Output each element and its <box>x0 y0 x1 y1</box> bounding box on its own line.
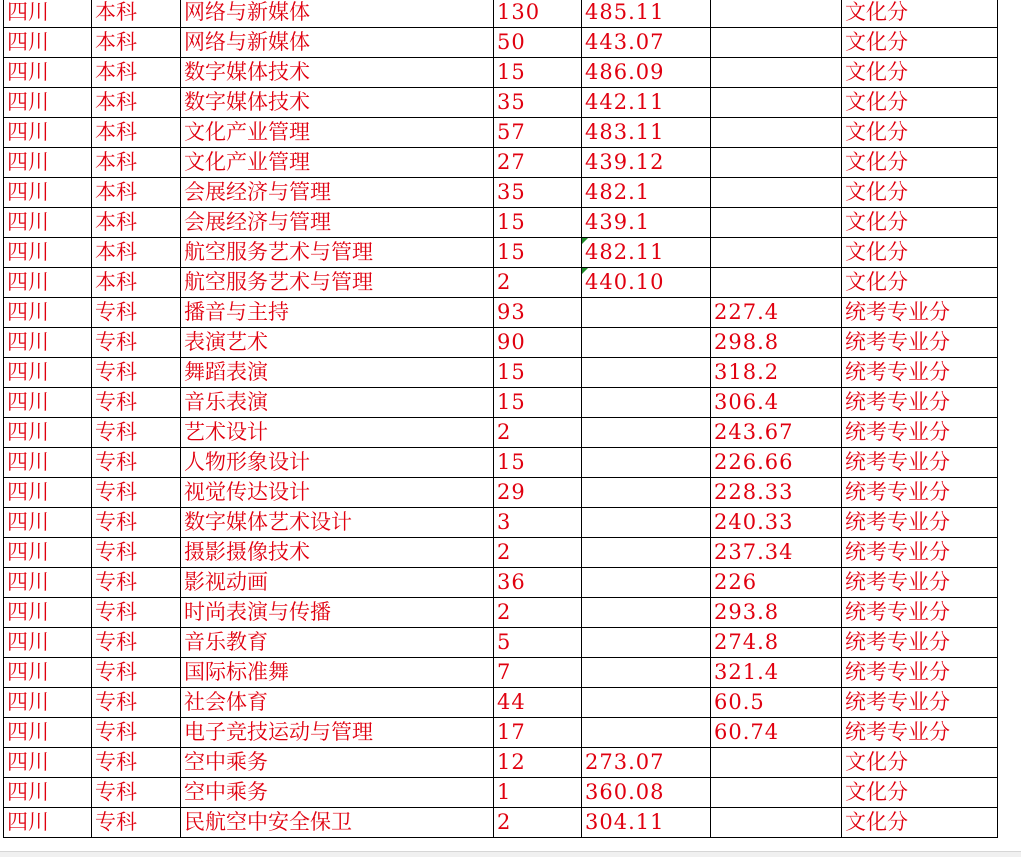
culture-score-cell[interactable] <box>582 508 711 538</box>
major-cell[interactable]: 视觉传达设计 <box>181 478 494 508</box>
culture-score-cell[interactable]: 485.11 <box>582 0 711 28</box>
major-cell[interactable]: 音乐教育 <box>181 628 494 658</box>
score-type-cell[interactable]: 统考专业分 <box>842 328 998 358</box>
major-score-cell[interactable]: 321.4 <box>711 658 842 688</box>
province-cell[interactable]: 四川 <box>4 688 92 718</box>
table-row <box>4 238 998 268</box>
major-score-cell[interactable] <box>711 148 842 178</box>
province-cell[interactable]: 四川 <box>4 718 92 748</box>
score-type-cell[interactable]: 文化分 <box>842 748 998 778</box>
culture-score-cell[interactable] <box>582 658 711 688</box>
level-cell[interactable]: 专科 <box>92 298 181 328</box>
major-cell[interactable]: 摄影摄像技术 <box>181 538 494 568</box>
level-cell[interactable]: 专科 <box>92 808 181 838</box>
level-cell[interactable]: 本科 <box>92 28 181 58</box>
quota-cell[interactable]: 15 <box>494 58 582 88</box>
culture-score-cell[interactable]: 304.11 <box>582 808 711 838</box>
level-cell[interactable]: 本科 <box>92 178 181 208</box>
quota-cell[interactable]: 2 <box>494 538 582 568</box>
quota-cell[interactable]: 15 <box>494 448 582 478</box>
major-cell[interactable]: 社会体育 <box>181 688 494 718</box>
table-row <box>4 178 998 208</box>
score-type-cell[interactable]: 统考专业分 <box>842 658 998 688</box>
level-cell[interactable]: 专科 <box>92 538 181 568</box>
culture-score-cell[interactable] <box>582 448 711 478</box>
culture-score-cell[interactable]: 486.09 <box>582 58 711 88</box>
major-cell[interactable]: 舞蹈表演 <box>181 358 494 388</box>
score-type-cell[interactable]: 统考专业分 <box>842 418 998 448</box>
score-type-cell[interactable]: 文化分 <box>842 208 998 238</box>
quota-cell[interactable]: 7 <box>494 658 582 688</box>
quota-cell[interactable]: 17 <box>494 718 582 748</box>
major-cell[interactable]: 民航空中安全保卫 <box>181 808 494 838</box>
level-cell[interactable]: 专科 <box>92 568 181 598</box>
province-cell[interactable]: 四川 <box>4 598 92 628</box>
major-score-cell[interactable] <box>711 268 842 298</box>
level-cell[interactable]: 专科 <box>92 628 181 658</box>
admission-table <box>3 0 998 838</box>
quota-cell[interactable]: 15 <box>494 388 582 418</box>
major-score-cell[interactable] <box>711 28 842 58</box>
province-cell[interactable]: 四川 <box>4 298 92 328</box>
major-cell[interactable]: 网络与新媒体 <box>181 28 494 58</box>
culture-score-cell[interactable] <box>582 418 711 448</box>
major-score-cell[interactable]: 226 <box>711 568 842 598</box>
score-type-cell[interactable]: 统考专业分 <box>842 598 998 628</box>
major-score-cell[interactable]: 274.8 <box>711 628 842 658</box>
level-cell[interactable]: 专科 <box>92 448 181 478</box>
level-cell[interactable]: 专科 <box>92 328 181 358</box>
table-row <box>4 0 998 28</box>
major-cell[interactable]: 数字媒体技术 <box>181 88 494 118</box>
culture-score-cell[interactable] <box>582 598 711 628</box>
culture-score-cell[interactable] <box>582 388 711 418</box>
table-row <box>4 748 998 778</box>
quota-cell[interactable]: 3 <box>494 508 582 538</box>
province-cell[interactable]: 四川 <box>4 628 92 658</box>
score-type-cell[interactable]: 文化分 <box>842 238 998 268</box>
culture-score-cell[interactable] <box>582 628 711 658</box>
major-score-cell[interactable]: 237.34 <box>711 538 842 568</box>
level-cell[interactable]: 专科 <box>92 688 181 718</box>
score-type-cell[interactable]: 文化分 <box>842 778 998 808</box>
province-cell[interactable]: 四川 <box>4 268 92 298</box>
score-type-cell[interactable]: 统考专业分 <box>842 718 998 748</box>
quota-cell[interactable]: 2 <box>494 598 582 628</box>
level-cell[interactable]: 专科 <box>92 778 181 808</box>
province-cell[interactable]: 四川 <box>4 0 92 28</box>
score-type-cell[interactable]: 统考专业分 <box>842 568 998 598</box>
quota-cell[interactable]: 27 <box>494 148 582 178</box>
culture-score-cell[interactable]: 273.07 <box>582 748 711 778</box>
culture-score-cell[interactable] <box>582 358 711 388</box>
table-row <box>4 448 998 478</box>
culture-score-cell[interactable]: 360.08 <box>582 778 711 808</box>
level-cell[interactable]: 本科 <box>92 208 181 238</box>
major-score-cell[interactable] <box>711 178 842 208</box>
quota-cell[interactable]: 5 <box>494 628 582 658</box>
table-row <box>4 598 998 628</box>
quota-cell[interactable]: 2 <box>494 268 582 298</box>
score-type-cell[interactable]: 统考专业分 <box>842 688 998 718</box>
major-score-cell[interactable]: 240.33 <box>711 508 842 538</box>
province-cell[interactable]: 四川 <box>4 358 92 388</box>
major-score-cell[interactable] <box>711 0 842 28</box>
table-row <box>4 268 998 298</box>
culture-score-cell[interactable]: 443.07 <box>582 28 711 58</box>
table-row <box>4 808 998 838</box>
major-score-cell[interactable] <box>711 208 842 238</box>
table-row <box>4 718 998 748</box>
quota-cell[interactable]: 93 <box>494 298 582 328</box>
culture-score-cell[interactable] <box>582 478 711 508</box>
province-cell[interactable]: 四川 <box>4 88 92 118</box>
table-row <box>4 388 998 418</box>
table-row <box>4 88 998 118</box>
province-cell[interactable]: 四川 <box>4 118 92 148</box>
major-cell[interactable]: 人物形象设计 <box>181 448 494 478</box>
table-row <box>4 688 998 718</box>
table-row <box>4 208 998 238</box>
level-cell[interactable]: 专科 <box>92 748 181 778</box>
quota-cell[interactable]: 50 <box>494 28 582 58</box>
score-type-cell[interactable]: 文化分 <box>842 28 998 58</box>
major-score-cell[interactable]: 60.74 <box>711 718 842 748</box>
score-type-cell[interactable]: 文化分 <box>842 178 998 208</box>
score-type-cell[interactable]: 统考专业分 <box>842 628 998 658</box>
table-row <box>4 538 998 568</box>
major-score-cell[interactable]: 228.33 <box>711 478 842 508</box>
major-score-cell[interactable] <box>711 88 842 118</box>
province-cell[interactable]: 四川 <box>4 538 92 568</box>
major-score-cell[interactable]: 243.67 <box>711 418 842 448</box>
province-cell[interactable]: 四川 <box>4 478 92 508</box>
province-cell[interactable]: 四川 <box>4 238 92 268</box>
score-type-cell[interactable]: 统考专业分 <box>842 508 998 538</box>
quota-cell[interactable]: 57 <box>494 118 582 148</box>
score-type-cell[interactable]: 文化分 <box>842 88 998 118</box>
major-score-cell[interactable]: 60.5 <box>711 688 842 718</box>
culture-score-cell[interactable] <box>582 538 711 568</box>
score-type-cell[interactable]: 统考专业分 <box>842 358 998 388</box>
quota-cell[interactable]: 15 <box>494 238 582 268</box>
province-cell[interactable]: 四川 <box>4 418 92 448</box>
major-score-cell[interactable] <box>711 118 842 148</box>
horizontal-scrollbar[interactable] <box>0 851 1021 857</box>
culture-score-cell[interactable]: 482.11 <box>582 238 711 268</box>
score-type-cell[interactable]: 统考专业分 <box>842 448 998 478</box>
score-type-cell[interactable]: 统考专业分 <box>842 478 998 508</box>
quota-cell[interactable]: 2 <box>494 418 582 448</box>
quota-cell[interactable]: 1 <box>494 778 582 808</box>
quota-cell[interactable]: 90 <box>494 328 582 358</box>
province-cell[interactable]: 四川 <box>4 178 92 208</box>
major-cell[interactable]: 空中乘务 <box>181 778 494 808</box>
major-cell[interactable]: 文化产业管理 <box>181 148 494 178</box>
culture-score-cell[interactable]: 482.1 <box>582 178 711 208</box>
table-row <box>4 298 998 328</box>
table-row <box>4 328 998 358</box>
major-cell[interactable]: 文化产业管理 <box>181 118 494 148</box>
major-score-cell[interactable]: 318.2 <box>711 358 842 388</box>
culture-score-cell[interactable]: 483.11 <box>582 118 711 148</box>
level-cell[interactable]: 本科 <box>92 88 181 118</box>
culture-score-cell[interactable] <box>582 718 711 748</box>
level-cell[interactable]: 专科 <box>92 658 181 688</box>
table-row <box>4 58 998 88</box>
province-cell[interactable]: 四川 <box>4 658 92 688</box>
score-type-cell[interactable]: 统考专业分 <box>842 538 998 568</box>
province-cell[interactable]: 四川 <box>4 568 92 598</box>
major-score-cell[interactable]: 226.66 <box>711 448 842 478</box>
major-cell[interactable]: 影视动画 <box>181 568 494 598</box>
culture-score-cell[interactable]: 440.10 <box>582 268 711 298</box>
table-row <box>4 568 998 598</box>
level-cell[interactable]: 专科 <box>92 508 181 538</box>
score-type-cell[interactable]: 文化分 <box>842 0 998 28</box>
major-cell[interactable]: 航空服务艺术与管理 <box>181 268 494 298</box>
score-type-cell[interactable]: 文化分 <box>842 118 998 148</box>
quota-cell[interactable]: 2 <box>494 808 582 838</box>
major-score-cell[interactable] <box>711 748 842 778</box>
level-cell[interactable]: 本科 <box>92 58 181 88</box>
major-cell[interactable]: 网络与新媒体 <box>181 0 494 28</box>
major-cell[interactable]: 播音与主持 <box>181 298 494 328</box>
level-cell[interactable]: 本科 <box>92 148 181 178</box>
major-cell[interactable]: 航空服务艺术与管理 <box>181 238 494 268</box>
province-cell[interactable]: 四川 <box>4 388 92 418</box>
table-row <box>4 418 998 448</box>
level-cell[interactable]: 专科 <box>92 418 181 448</box>
province-cell[interactable]: 四川 <box>4 508 92 538</box>
quota-cell[interactable]: 130 <box>494 0 582 28</box>
table-row <box>4 778 998 808</box>
score-type-cell[interactable]: 统考专业分 <box>842 298 998 328</box>
score-type-cell[interactable]: 文化分 <box>842 808 998 838</box>
level-cell[interactable]: 专科 <box>92 478 181 508</box>
culture-score-cell[interactable]: 439.12 <box>582 148 711 178</box>
province-cell[interactable]: 四川 <box>4 208 92 238</box>
culture-score-cell[interactable] <box>582 298 711 328</box>
score-type-cell[interactable]: 文化分 <box>842 268 998 298</box>
quota-cell[interactable]: 36 <box>494 568 582 598</box>
quota-cell[interactable]: 15 <box>494 358 582 388</box>
level-cell[interactable]: 本科 <box>92 268 181 298</box>
province-cell[interactable]: 四川 <box>4 448 92 478</box>
major-score-cell[interactable]: 306.4 <box>711 388 842 418</box>
major-cell[interactable]: 国际标准舞 <box>181 658 494 688</box>
province-cell[interactable]: 四川 <box>4 748 92 778</box>
province-cell[interactable]: 四川 <box>4 58 92 88</box>
major-score-cell[interactable] <box>711 58 842 88</box>
level-cell[interactable]: 专科 <box>92 388 181 418</box>
quota-cell[interactable]: 44 <box>494 688 582 718</box>
culture-score-cell[interactable] <box>582 328 711 358</box>
level-cell[interactable]: 本科 <box>92 118 181 148</box>
major-cell[interactable]: 数字媒体艺术设计 <box>181 508 494 538</box>
level-cell[interactable]: 本科 <box>92 0 181 28</box>
quota-cell[interactable]: 15 <box>494 208 582 238</box>
major-score-cell[interactable]: 293.8 <box>711 598 842 628</box>
level-cell[interactable]: 专科 <box>92 718 181 748</box>
culture-score-cell[interactable] <box>582 688 711 718</box>
table-row <box>4 118 998 148</box>
major-cell[interactable]: 数字媒体技术 <box>181 58 494 88</box>
major-cell[interactable]: 空中乘务 <box>181 748 494 778</box>
major-cell[interactable]: 表演艺术 <box>181 328 494 358</box>
level-cell[interactable]: 专科 <box>92 358 181 388</box>
province-cell[interactable]: 四川 <box>4 778 92 808</box>
table-row <box>4 658 998 688</box>
table-row <box>4 628 998 658</box>
province-cell[interactable]: 四川 <box>4 808 92 838</box>
major-score-cell[interactable]: 298.8 <box>711 328 842 358</box>
province-cell[interactable]: 四川 <box>4 28 92 58</box>
quota-cell[interactable]: 29 <box>494 478 582 508</box>
major-cell[interactable]: 时尚表演与传播 <box>181 598 494 628</box>
major-cell[interactable]: 会展经济与管理 <box>181 178 494 208</box>
table-row <box>4 358 998 388</box>
table-row <box>4 508 998 538</box>
table-row <box>4 478 998 508</box>
level-cell[interactable]: 本科 <box>92 238 181 268</box>
quota-cell[interactable]: 35 <box>494 178 582 208</box>
score-type-cell[interactable]: 文化分 <box>842 58 998 88</box>
culture-score-cell[interactable]: 439.1 <box>582 208 711 238</box>
major-score-cell[interactable] <box>711 238 842 268</box>
table-row <box>4 28 998 58</box>
major-cell[interactable]: 会展经济与管理 <box>181 208 494 238</box>
major-score-cell[interactable]: 227.4 <box>711 298 842 328</box>
major-cell[interactable]: 音乐表演 <box>181 388 494 418</box>
major-cell[interactable]: 艺术设计 <box>181 418 494 448</box>
major-score-cell[interactable] <box>711 778 842 808</box>
culture-score-cell[interactable]: 442.11 <box>582 88 711 118</box>
culture-score-cell[interactable] <box>582 568 711 598</box>
province-cell[interactable]: 四川 <box>4 328 92 358</box>
score-type-cell[interactable]: 文化分 <box>842 148 998 178</box>
major-cell[interactable]: 电子竞技运动与管理 <box>181 718 494 748</box>
table-row <box>4 148 998 178</box>
level-cell[interactable]: 专科 <box>92 598 181 628</box>
score-type-cell[interactable]: 统考专业分 <box>842 388 998 418</box>
quota-cell[interactable]: 35 <box>494 88 582 118</box>
quota-cell[interactable]: 12 <box>494 748 582 778</box>
major-score-cell[interactable] <box>711 808 842 838</box>
province-cell[interactable]: 四川 <box>4 148 92 178</box>
